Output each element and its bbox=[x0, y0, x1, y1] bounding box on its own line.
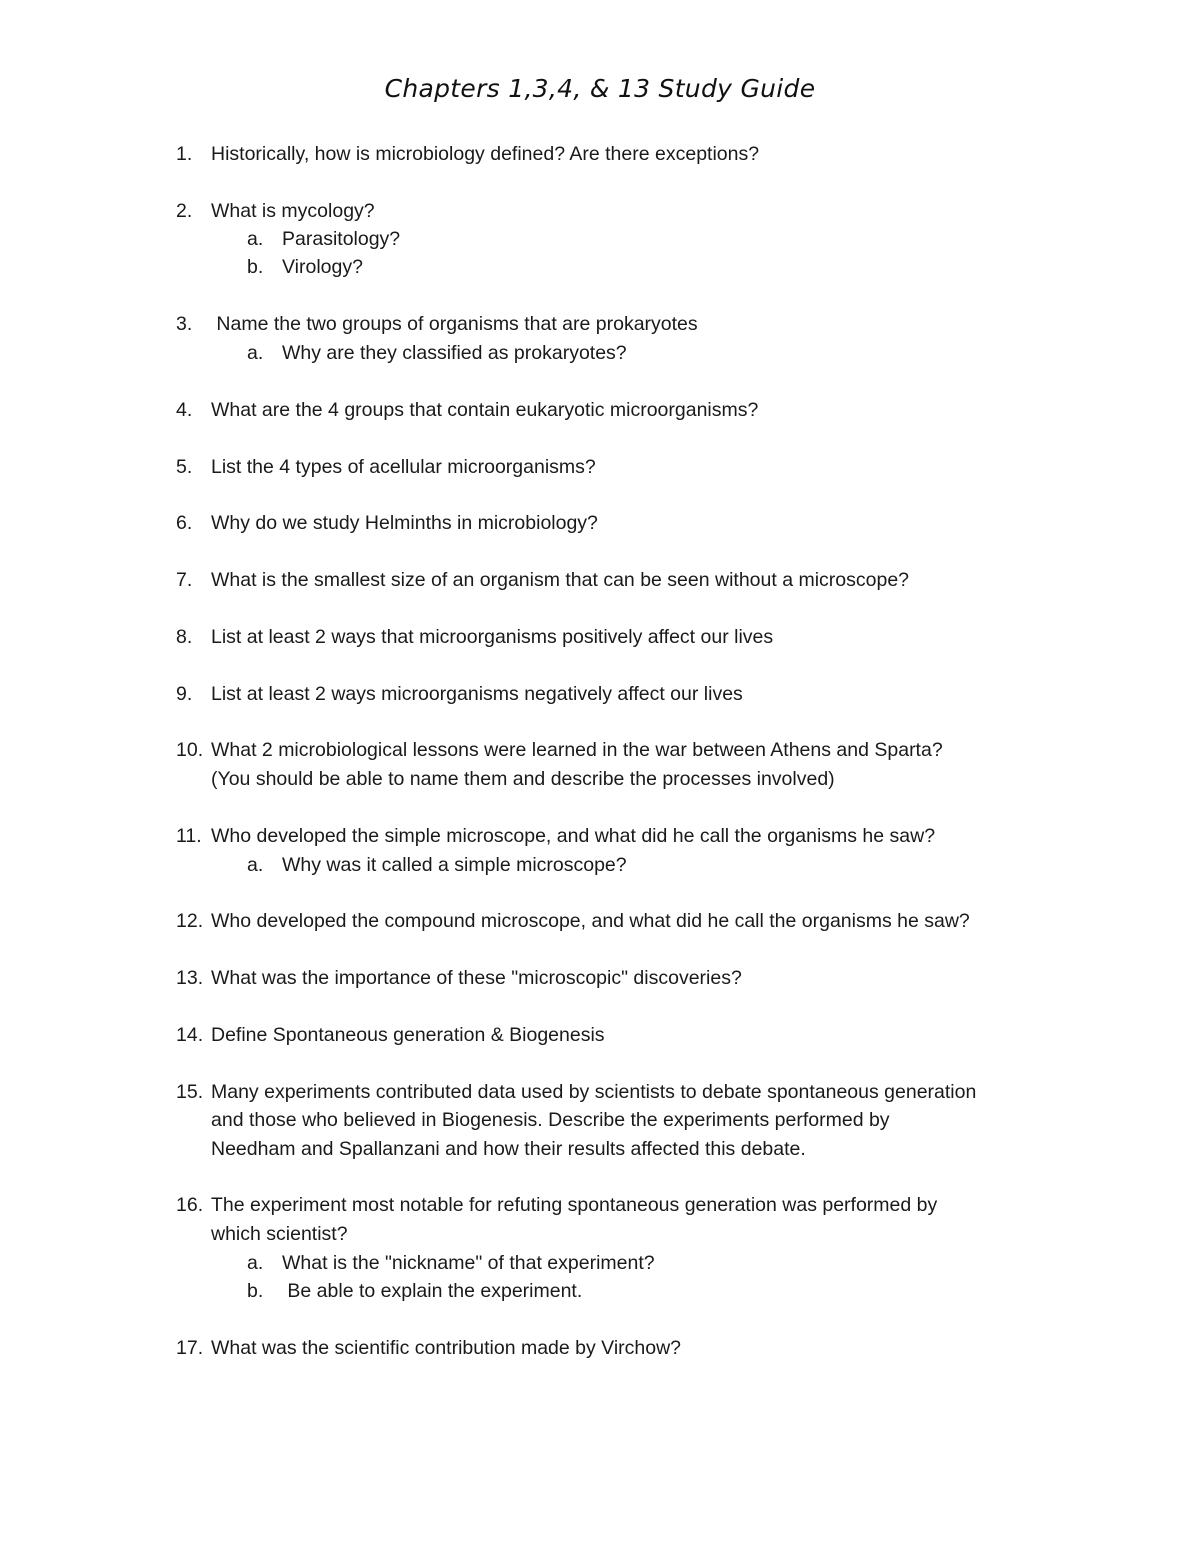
question-text: What are the 4 groups that contain eukaryotic microorganisms? bbox=[211, 399, 759, 421]
question-11 bbox=[176, 822, 935, 851]
question-text: What is the smallest size of an organism that can be seen without a microscope? bbox=[211, 569, 910, 591]
sub-letter: a. bbox=[247, 1252, 264, 1274]
question-number: 13. bbox=[176, 967, 204, 989]
question-text: What is mycology? bbox=[211, 200, 375, 222]
question-number: 15. bbox=[176, 1081, 204, 1103]
question-12 bbox=[176, 907, 970, 936]
question-number: 16. bbox=[176, 1194, 204, 1216]
question-number: 8. bbox=[176, 626, 193, 648]
question-number: 1. bbox=[176, 143, 193, 165]
question-number: 12. bbox=[176, 910, 204, 932]
sub-question bbox=[247, 225, 400, 254]
question-number: 11. bbox=[176, 825, 202, 847]
sub-letter: b. bbox=[247, 1280, 264, 1302]
question-text: Who developed the compound microscope, and what did he call the organisms he saw? bbox=[211, 910, 970, 932]
question-text: Define Spontaneous generation & Biogenesis bbox=[211, 1024, 605, 1046]
sub-letter: b. bbox=[247, 256, 264, 278]
question-8 bbox=[176, 623, 773, 652]
question-number: 2. bbox=[176, 200, 193, 222]
question-15 bbox=[176, 1078, 976, 1107]
sub-letter: a. bbox=[247, 854, 264, 876]
question-7 bbox=[176, 566, 909, 595]
question-4 bbox=[176, 396, 758, 425]
question-text: The experiment most notable for refuting spontaneous generation was performed by bbox=[211, 1194, 938, 1216]
question-continuation: which scientist? bbox=[211, 1223, 348, 1245]
question-text: List the 4 types of acellular microorganisms? bbox=[211, 456, 596, 478]
question-10 bbox=[176, 736, 943, 765]
question-2 bbox=[176, 197, 375, 226]
sub-text: Why was it called a simple microscope? bbox=[282, 854, 627, 876]
question-number: 6. bbox=[176, 512, 193, 534]
question-continuation: (You should be able to name them and describe the processes involved) bbox=[211, 768, 835, 790]
page-title: Chapters 1,3,4, & 13 Study Guide bbox=[384, 74, 816, 103]
question-6 bbox=[176, 509, 598, 538]
sub-text: What is the "nickname" of that experiment? bbox=[282, 1252, 655, 1274]
question-continuation: Needham and Spallanzani and how their results affected this debate. bbox=[211, 1138, 806, 1160]
sub-letter: a. bbox=[247, 228, 264, 250]
question-text: What 2 microbiological lessons were learned in the war between Athens and Sparta? bbox=[211, 739, 943, 761]
sub-letter: a. bbox=[247, 342, 264, 364]
sub-question bbox=[247, 851, 627, 880]
question-16 bbox=[176, 1191, 937, 1220]
question-number: 5. bbox=[176, 456, 193, 478]
question-5 bbox=[176, 453, 596, 482]
question-text: What was the scientific contribution made by Virchow? bbox=[211, 1337, 682, 1359]
question-number: 9. bbox=[176, 683, 193, 705]
sub-text: Parasitology? bbox=[282, 228, 401, 250]
question-3 bbox=[176, 310, 698, 339]
sub-question bbox=[247, 339, 627, 368]
question-continuation: and those who believed in Biogenesis. Describe the experiments performed by bbox=[211, 1109, 890, 1131]
question-13 bbox=[176, 964, 742, 993]
sub-question bbox=[247, 1277, 582, 1306]
question-14 bbox=[176, 1021, 605, 1050]
question-text: Who developed the simple microscope, and what did he call the organisms he saw? bbox=[211, 825, 936, 847]
question-text: List at least 2 ways microorganisms negatively affect our lives bbox=[211, 683, 743, 705]
sub-text: Be able to explain the experiment. bbox=[282, 1280, 583, 1302]
question-9 bbox=[176, 680, 743, 709]
question-1 bbox=[176, 140, 759, 169]
sub-question bbox=[247, 253, 363, 282]
question-number: 14. bbox=[176, 1024, 204, 1046]
question-text: Name the two groups of organisms that are prokaryotes bbox=[211, 313, 698, 335]
question-number: 10. bbox=[176, 739, 204, 761]
sub-text: Why are they classified as prokaryotes? bbox=[282, 342, 627, 364]
question-number: 4. bbox=[176, 399, 193, 421]
sub-question bbox=[247, 1249, 655, 1278]
question-text: Many experiments contributed data used by scientists to debate spontaneous generation bbox=[211, 1081, 977, 1103]
question-text: Why do we study Helminths in microbiology? bbox=[211, 512, 598, 534]
question-text: List at least 2 ways that microorganisms positively affect our lives bbox=[211, 626, 774, 648]
question-17 bbox=[176, 1334, 681, 1363]
question-text: Historically, how is microbiology defined? Are there exceptions? bbox=[211, 143, 760, 165]
sub-text: Virology? bbox=[282, 256, 363, 278]
question-text: What was the importance of these "microscopic" discoveries? bbox=[211, 967, 742, 989]
question-number: 7. bbox=[176, 569, 193, 591]
question-number: 3. bbox=[176, 313, 193, 335]
question-number: 17. bbox=[176, 1337, 204, 1359]
